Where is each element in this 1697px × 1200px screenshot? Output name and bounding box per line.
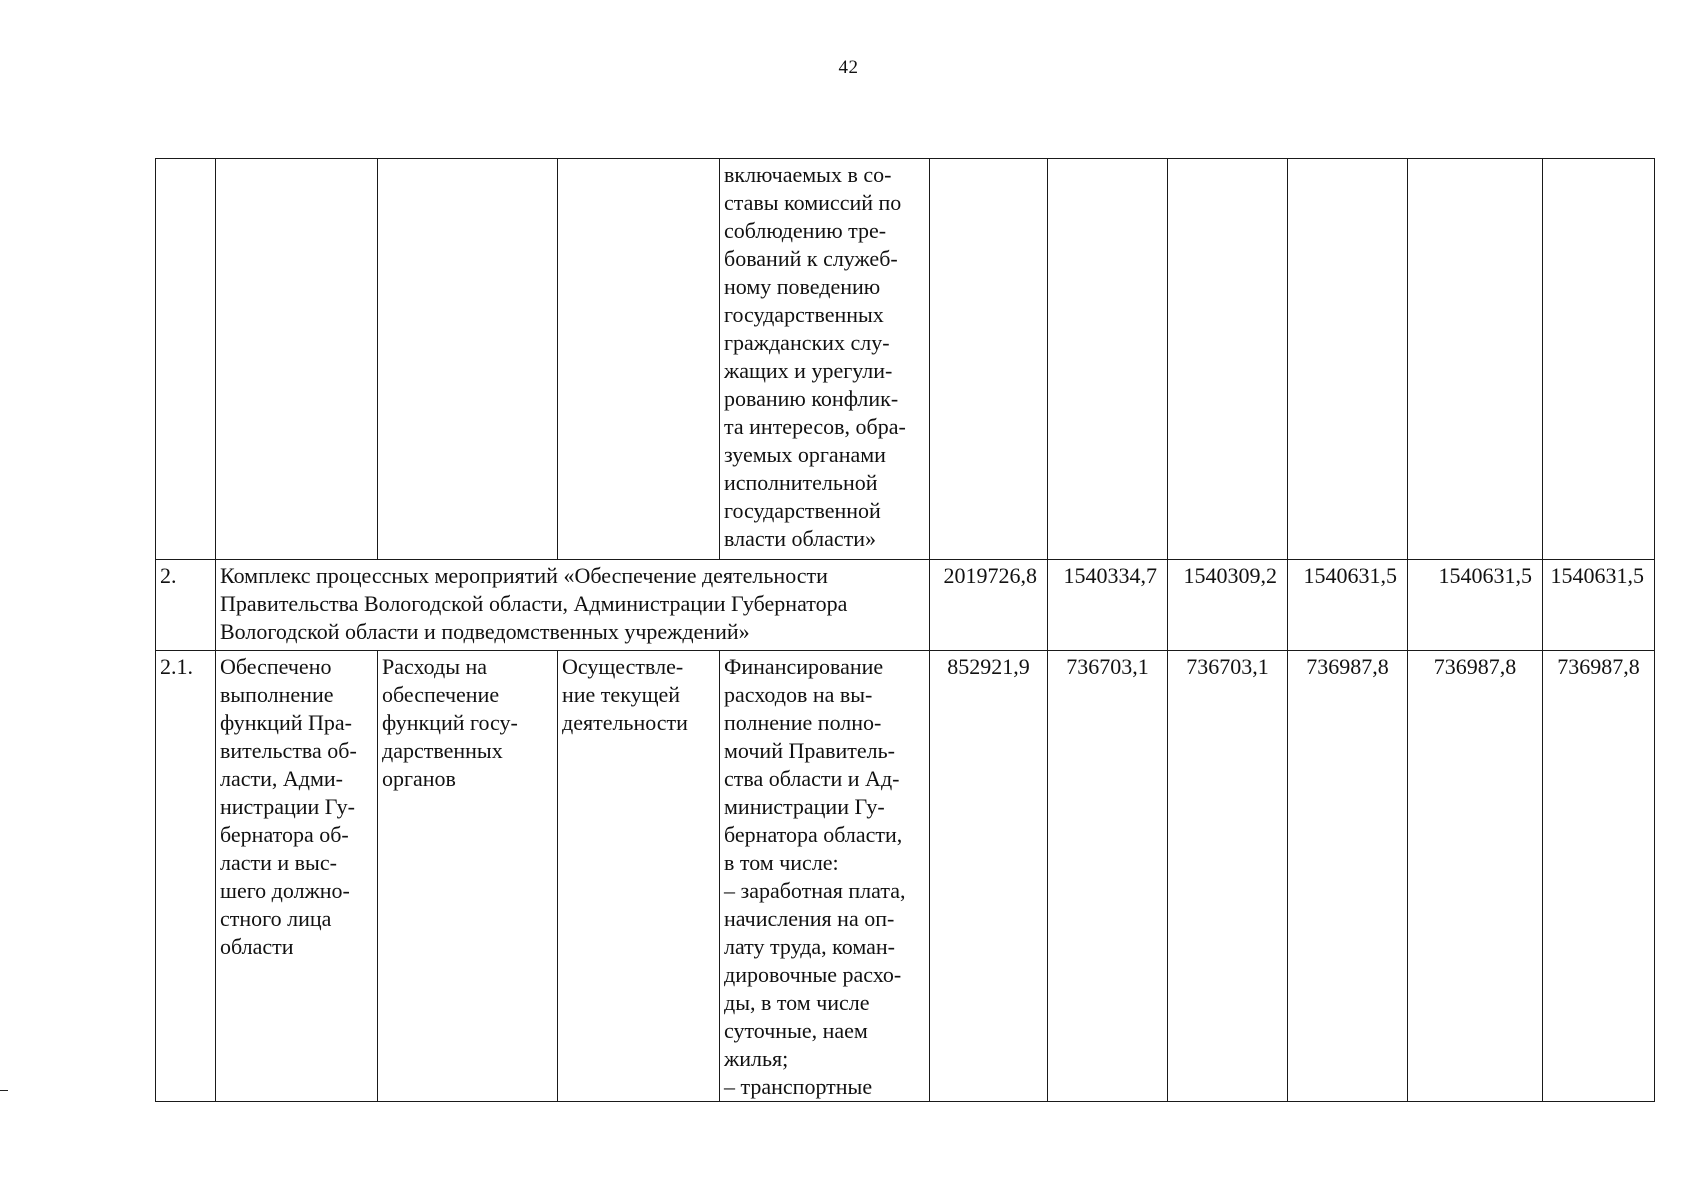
value-cell: 1540631,5	[1543, 560, 1655, 651]
value-cell	[930, 159, 1048, 560]
value-cell: 2019726,8	[930, 560, 1048, 651]
value-cell: 736987,8	[1288, 651, 1408, 1102]
value-cell: 736703,1	[1168, 651, 1288, 1102]
value-cell: 736703,1	[1048, 651, 1168, 1102]
description-cell: включаемых в со- ставы комиссий по соблюдению тре- бований к служеб- ному поведению государственных гражданских слу- жащих и урегули- рованию конфлик- та интересов, обра- зуемых органами исполнительной государственной власти области»	[720, 159, 930, 560]
page-number: 42	[838, 57, 859, 78]
description-cell: Финансирование расходов на вы- полнение полно- мочий Правитель- ства области и Ад- министрации Гу- бернатора области, в том числе: – заработная плата, начисления на оп- лату труда, коман- дировочные расхо- ды, в том числе суточные, наем жилья; – транспортные	[720, 651, 930, 1102]
activity-type-cell	[558, 159, 720, 560]
value-cell: 736987,8	[1408, 651, 1543, 1102]
row-number-cell: 2.	[156, 560, 216, 651]
value-cell	[1168, 159, 1288, 560]
value-cell: 1540334,7	[1048, 560, 1168, 651]
margin-mark	[0, 1090, 8, 1091]
row-number-cell	[156, 159, 216, 560]
value-cell: 1540631,5	[1408, 560, 1543, 651]
value-cell: 736987,8	[1543, 651, 1655, 1102]
activity-type-cell: Осуществле- ние текущей деятельности	[558, 651, 720, 1102]
expense-type-cell: Расходы на обеспечение функций госу- дарственных органов	[378, 651, 558, 1102]
financing-table	[155, 158, 1655, 1102]
table-row	[156, 651, 1655, 1102]
table-row	[156, 159, 1655, 560]
expense-type-cell	[378, 159, 558, 560]
value-cell: 852921,9	[930, 651, 1048, 1102]
value-cell	[1543, 159, 1655, 560]
row-number-cell: 2.1.	[156, 651, 216, 1102]
table-row	[156, 560, 1655, 651]
value-cell	[1288, 159, 1408, 560]
value-cell	[1048, 159, 1168, 560]
value-cell: 1540631,5	[1288, 560, 1408, 651]
result-cell: Обеспечено выполнение функций Пра- вительства об- ласти, Адми- нистрации Гу- бернатора об- ласти и выс- шего должно- стного лица области	[216, 651, 378, 1102]
complex-title-cell: Комплекс процессных мероприятий «Обеспечение деятельности Правительства Вологодской области, Администрации Губернатора Вологодской области и подведомственных учреждений»	[216, 560, 930, 651]
result-cell	[216, 159, 378, 560]
value-cell	[1408, 159, 1543, 560]
value-cell: 1540309,2	[1168, 560, 1288, 651]
